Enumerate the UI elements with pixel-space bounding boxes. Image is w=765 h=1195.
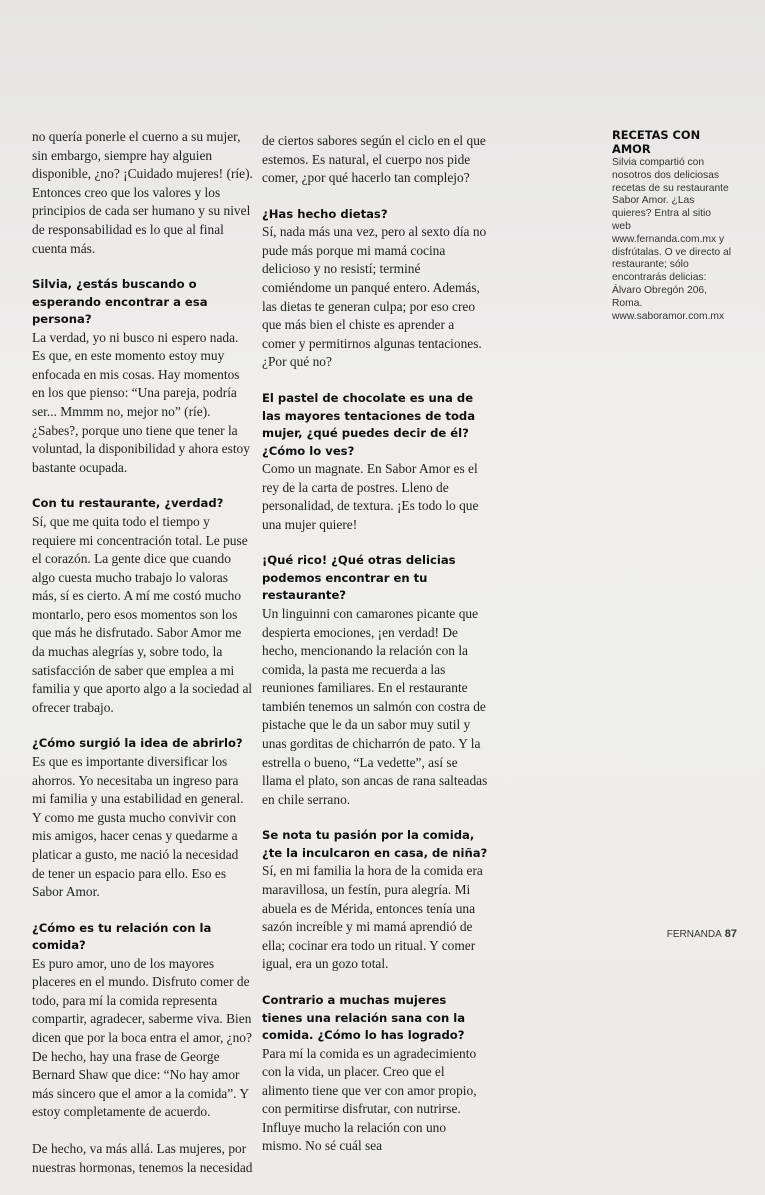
question: ¡Qué rico! ¿Qué otras delicias podemos encontrar en tu restaurante? — [262, 553, 456, 603]
paragraph-intro: de ciertos sabores según el ciclo en el que estemos. Es natural, el cuerpo nos pide comer, ¿por qué hacerlo tan complejo? — [262, 133, 486, 186]
qa-block — [262, 206, 488, 372]
question: Contrario a muchas mujeres tienes una relación sana con la comida. ¿Cómo lo has logrado? — [262, 993, 466, 1042]
qa-block — [32, 495, 254, 717]
answer: Es puro amor, uno de los mayores placeres en el mundo. Disfruto comer de todo, para mí la comida representa compartir, agradecer, saberme viva. Bien dicen que por la boca entra el amor, ¿no? De hecho, hay una frase de George Bernard Shaw que dice: “No hay amor más sincero que el amor a la comida”. Y estoy completamente de acuerdo. — [32, 955, 252, 1120]
text-column-1 — [32, 128, 254, 1195]
answer: La verdad, yo ni busco ni espero nada. Es que, en este momento estoy muy enfocada en mis cosas. Hay momentos en los que pienso: “Una pareja, podría ser... Mmmm no, mejor no” (ríe). ¿Sabes?, porque uno tiene que tener la voluntad, la disponibilidad y ahora estoy bastante ocupada. — [32, 329, 250, 475]
qa-block — [262, 552, 488, 809]
qa-block — [262, 827, 488, 974]
question: Se nota tu pasión por la comida, ¿te la inculcaron en casa, de niña? — [262, 828, 488, 860]
sidebar-title: RECETAS CON AMOR — [612, 128, 701, 156]
page-number: 87 — [724, 928, 737, 940]
question: Con tu restaurante, ¿verdad? — [32, 496, 224, 511]
answer: Sí, nada más una vez, pero al sexto día no pude más porque mi mamá cocina delicioso y no resistí; terminé comiéndome un panqué entero. Además, las dietas te generan culpa; por eso creo que más bien el chiste es aprender a comer y permitirnos algunas tentaciones. ¿Por qué no? — [262, 224, 487, 370]
answer: Un linguinni con camarones picante que despierta emociones, ¡en verdad! De hecho, mencionando la relación con la comida, la pasta me recuerda a las reuniones familiares. En el restaurante también tenemos un salmón con costra de pistache que le da un sabor muy sutil y unas gorditas de chicharrón de pato. Y la estrella o bueno, “La vedette”, así se llama el plato, son ancas de rana salteadas en chile serrano. — [262, 605, 488, 807]
page-footer — [667, 928, 737, 940]
question: ¿Has hecho dietas? — [262, 206, 388, 221]
paragraph-intro: no quería ponerle el cuerno a su mujer, sin embargo, siempre hay alguien disponible, ¿no? ¡Cuidado mujeres! (ríe). Entonces creo que los valores y los principios de cada ser humano y su nivel de responsabilidad es lo que al final cuenta más. — [32, 129, 253, 256]
qa-block — [262, 992, 488, 1156]
answer: Sí, en mi familia la hora de la comida era maravillosa, un festín, pura alegría. Mi abuela es de Mérida, entonces tenía una sazón increíble y mi mamá aprendió de ella; cocinar era todo un ritual. Y comer igual, era un gozo total. — [262, 863, 483, 972]
qa-block — [262, 390, 488, 534]
magazine-name: FERNANDA — [666, 929, 722, 940]
answer: Para mí la comida es un agradecimiento con la vida, un placer. Creo que el alimento tiene que ver con amor propio, con permitirse disfrutar, con nutrirse. Influye mucho la relación con uno mismo. No sé cuál sea — [262, 1045, 477, 1154]
qa-block — [32, 920, 254, 1122]
answer: Es que es importante diversificar los ahorros. Yo necesitaba un ingreso para mi familia y una estabilidad en general. Y como me gusta mucho convivir con mis amigos, hacer cenas y quedarme a platicar a gusto, me nació la necesidad de tener un espacio para ello. Eso es Sabor Amor. — [32, 753, 244, 900]
sidebar-recipes — [612, 128, 732, 323]
question: El pastel de chocolate es una de las mayores tentaciones de toda mujer, ¿qué puedes decir de él? ¿Cómo lo ves? — [262, 391, 476, 458]
question: ¿Cómo surgió la idea de abrirlo? — [32, 736, 243, 751]
paragraph-outro: De hecho, va más allá. Las mujeres, por nuestras hormonas, tenemos la necesidad — [32, 1141, 253, 1175]
text-column-2 — [262, 132, 488, 1174]
answer: Como un magnate. En Sabor Amor es el rey de la carta de postres. Lleno de personalidad, de textura. ¡Es todo lo que una mujer quiere! — [262, 461, 479, 532]
answer: Sí, que me quita todo el tiempo y requiere mi concentración total. Le puse el corazón. La gente dice que cuando algo cuesta mucho trabajo lo valoras más, sí es cierto. A mí me costó mucho montarlo, pero esos momentos son los que más he disfrutado. Sabor Amor me da muchas alegrías y, sobre todo, la satisfacción de saber que emplea a mi familia y que aporto algo a la sociedad al ofrecer trabajo. — [32, 513, 253, 715]
sidebar-body: Silvia compartió con nosotros dos deliciosas recetas de su restaurante Sabor Amor. ¿Las quieres? Entra al sitio web www.fernanda.com.mx y disfrútalas. O ve directo al restaurante; sólo encontrarás delicias: Álvaro Obregón 206, Roma. www.saboramor.com.mx — [612, 157, 732, 322]
qa-block — [32, 735, 254, 901]
question: ¿Cómo es tu relación con la comida? — [32, 920, 212, 953]
question: Silvia, ¿estás buscando o esperando encontrar a esa persona? — [32, 277, 208, 327]
qa-block — [32, 276, 254, 477]
